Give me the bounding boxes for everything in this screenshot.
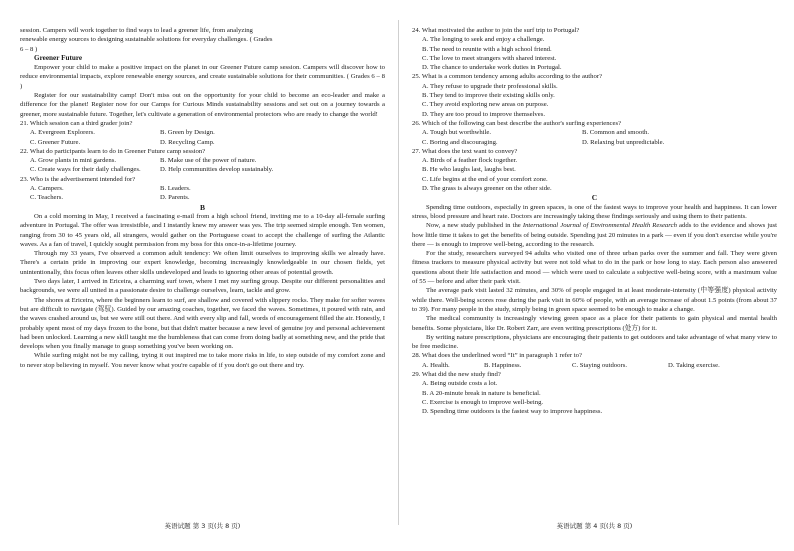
option-c: C. Life begins at the end of your comfort zone. (422, 175, 548, 183)
option-d: D. Taking exercise. (668, 361, 720, 369)
option-a: A. They refuse to upgrade their professional skills. (422, 82, 558, 90)
passage-b-paragraph-2: Through my 33 years, I've observed a common adult tendency: We often limit ourselves to improving skills we already have. There's a certain pride in improving our expert knowledge, becoming increasingly knowledgeable in our chosen fields, yet unintentionally, this focus often leaves other skills undeveloped and leads to ignoring other areas of potential growth. (20, 250, 385, 276)
passage-b-paragraph-4: The shores at Ericeira, where the beginners learn to surf, are shallow and covered with slippery rocks. They make for softer waves but are difficult to navigate (驾驭). Guided by our amazing coaches, together, we faced the waves. Sometimes, it poured with rain, and the waves crashed around us, but we were still out there. And with every slip and fall, words of encouragement filled the air. Honestly, I probably spent most of my days frozen to the bone, but that didn't matter because a new level of genuine joy and personal achievement had been unlocked. Learning a new skill taught me the humbleness that can come from doing badly at something new, and the pride that develops when you finally manage to grasp something you've been working on. (20, 296, 385, 351)
option-b: B. A 20-minute break in nature is beneficial. (422, 389, 541, 397)
left-page (20, 0, 385, 551)
left-column (20, 26, 385, 370)
question-25 (412, 72, 777, 118)
question-22 (20, 147, 385, 175)
question-29 (412, 370, 777, 416)
question-stem: 28. What does the underlined word “It” in paragraph 1 refer to? (412, 352, 582, 360)
option-b: B. Common and smooth. (582, 129, 650, 137)
option-a: A. Evergreen Explorers. (30, 129, 95, 137)
question-27 (412, 147, 777, 193)
option-c: C. They avoid exploring new areas on purpose. (422, 101, 549, 109)
option-c: C. Teachers. (30, 194, 64, 202)
question-21 (20, 119, 385, 147)
option-c: C. Exercise is enough to improve well-being. (422, 398, 544, 406)
right-page (412, 0, 777, 551)
page-footer: 英语试题 第 4 页(共 8 页) (556, 522, 633, 530)
section-c-heading: C (591, 193, 598, 203)
passage-c-paragraph-5: The medical community is increasingly viewing green space as a place for their patients to gain physical and mental health benefits. Some physicians, like Dr. Robert Zarr, are even writing prescriptions (处方) for it. (412, 315, 777, 332)
passage-b-paragraph-3: Two days later, I arrived in Ericeira, a charming surf town, where I met my surfing group. Despite our different personalities and backgrounds, we were all united in a passionate desire to challenge ourselves, learn, tackle and grow. (20, 278, 385, 295)
question-28 (412, 351, 777, 370)
option-d: D. The grass is always greener on the other side. (422, 185, 552, 193)
question-stem: 27. What does the text want to convey? (412, 147, 518, 155)
question-stem: 26. Which of the following can best describe the author's surfing experiences? (412, 119, 622, 127)
intro-line-1: session. Campers will work together to find ways to lead a greener life, from analyzing (20, 27, 253, 34)
option-b: B. The need to reunite with a high school friend. (422, 45, 552, 53)
question-stem: 21. Which session can a third grader join? (20, 119, 133, 127)
question-stem: 23. Who is the advertisement intended for? (20, 175, 136, 183)
page-footer: 英语试题 第 3 页(共 8 页) (164, 522, 241, 530)
right-column (412, 26, 777, 416)
passage-c-paragraph-2 (412, 221, 777, 249)
question-stem: 29. What did the new study find? (412, 370, 501, 378)
option-a: A. Tough but worthwhile. (422, 129, 492, 137)
option-c: C. Boring and discouraging. (422, 138, 498, 146)
option-a: A. Health. (422, 361, 450, 369)
passage-c-paragraph-3: For the study, researchers surveyed 94 adults who visited one of three urban parks over the summer and fall. They were given fitness trackers to measure physical activity but were not told what to do in the park or how long to stay. Each person also answered questions about their life satisfaction and mood — which were used to calculate a subjective well-being score, with a maximum value of 55 — before and after their park visit. (412, 250, 777, 286)
option-b: B. Happiness. (484, 361, 522, 369)
option-a: A. The longing to seek and enjoy a challenge. (422, 36, 545, 44)
question-stem: 22. What do participants learn to do in Greener Future camp session? (20, 147, 206, 155)
option-b: B. He who laughs last, laughs best. (422, 166, 516, 174)
option-d: D. Spending time outdoors is the fastest way to improve happiness. (422, 408, 603, 416)
greener-paragraph-2: Register for our sustainability camp! Don't miss out on the opportunity for your child to become an eco-leader and make a difference for the planet! Register now for our Camps for Curious Minds sustainability sessions and set out on a journey towards a greener, more sustainable future. Together, let's cultivate a generation of environmental protectors who are ready to change the world! (20, 92, 385, 118)
passage-c-paragraph-6: By writing nature prescriptions, physicians are encouraging their patients to get outdoors and take advantage of what many view to be free medicine. (412, 333, 777, 351)
question-stem: 25. What is a common tendency among adults according to the author? (412, 73, 603, 81)
option-b: B. They tend to improve their existing skills only. (422, 92, 555, 100)
option-a: A. Birds of a feather flock together. (422, 157, 518, 165)
question-24 (412, 26, 777, 72)
option-c: C. Greener Future. (30, 138, 81, 146)
question-stem: 24. What motivated the author to join the surf trip to Portugal? (412, 27, 580, 34)
option-a: A. Grow plants in mini gardens. (30, 157, 116, 165)
option-d: D. Relaxing but unpredictable. (582, 138, 665, 146)
option-a: A. Campers. (30, 185, 64, 193)
question-23 (20, 175, 385, 203)
option-c: C. The love to meet strangers with shared interest. (422, 54, 557, 62)
option-d: D. The chance to undertake work duties in Portugal. (422, 64, 562, 72)
paragraph-text-post: adds to the evidence and shows just how little time it takes to get the benefits of being outside. Spending just 20 minutes in a park — even if you don't exercise while you're there — is enough to improve well-being, according to the research. (412, 222, 778, 248)
greener-future-heading: Greener Future (34, 53, 83, 62)
option-c: C. Create ways for their daily challenges. (30, 166, 141, 174)
option-c: C. Staying outdoors. (572, 361, 627, 369)
greener-paragraph-1: Empower your child to make a positive impact on the planet in our Greener Future camp session. Campers will discover how to reduce environmental impacts, explore renewable energy sources, and create sustainable solutions for their communities. ( Grades 6 – 8 ) (20, 64, 385, 90)
option-d: D. Recycling Camp. (160, 138, 215, 146)
option-b: B. Green by Design. (160, 129, 215, 137)
option-b: B. Make use of the power of nature. (160, 157, 257, 165)
question-26 (412, 119, 777, 147)
journal-title: International Journal of Environmental Health Research (522, 222, 677, 230)
intro-line-2: renewable energy sources to designing sustainable solutions for everyday challenges. ( Grades (20, 36, 273, 44)
option-a: A. Being outside costs a lot. (422, 380, 498, 388)
passage-c-paragraph-1: Spending time outdoors, especially in green spaces, is one of the fastest ways to improve your health and happiness. It can lower stress, blood pressure and heart rate. Doctors are increasingly taking these findings seriously and using them to their patients. (412, 203, 777, 220)
passage-c-paragraph-4: The average park visit lasted 32 minutes, and 30% of people engaged in at least moderate-intensity (中等强度) physical activity while there. Well-being scores rose during the park visit in 60% of people, with an average increase of about 1.5 points (from about 37 to 39). For many people in the study, simply being in green space seemed to be enough to make a change. (412, 287, 777, 313)
passage-b-paragraph-1: On a cold morning in May, I received a fascinating e-mail from a high school friend, inviting me to a 10-day all-female surfing adventure in Portugal. The offer was irresistible, and I instantly knew my answer was yes. The trip seemed simple enough. Ten women, ranging from 30 to 45 years old, all strangers, would gather on the Portuguese coast to accept the challenge of surfing the Atlantic waves. As a fan of travel, I quickly sought permission from my boss for this once-in-a-lifetime journey. (20, 212, 385, 248)
paragraph-text-pre: Now, a new study published in the (426, 222, 523, 230)
option-d: D. Parents. (160, 194, 190, 202)
intro-line-3: 6 – 8 ) (20, 45, 38, 53)
section-b-heading: B (199, 202, 205, 212)
option-b: B. Leaders. (160, 185, 191, 193)
page-divider (398, 20, 399, 525)
option-d: D. Help communities develop sustainably. (160, 166, 274, 174)
passage-b-paragraph-5: While surfing might not be my calling, trying it out inspired me to take more risks in life, to step outside of my comfort zone and to never stop believing in myself. You never know what you're capable of if you don't go out there and try. (20, 352, 385, 369)
option-d: D. They are too proud to improve themselves. (422, 110, 546, 118)
